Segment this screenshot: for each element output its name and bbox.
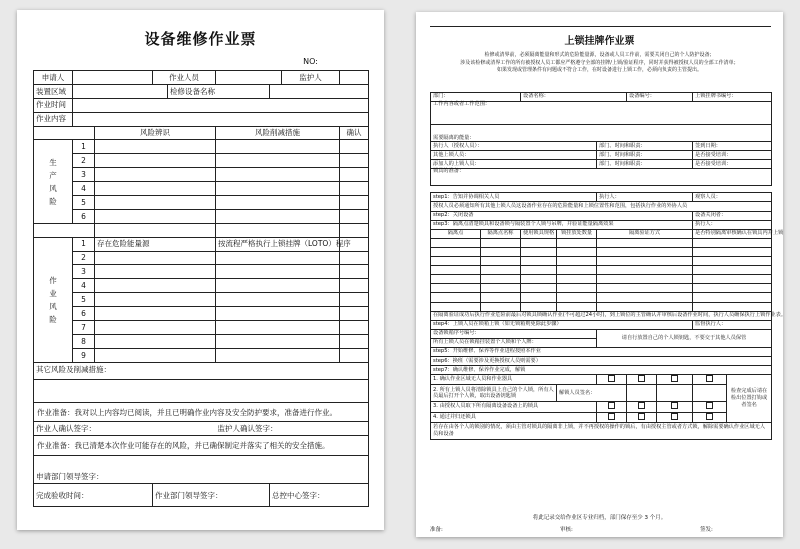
checkbox[interactable]: [657, 375, 693, 385]
checkbox[interactable]: [597, 375, 627, 385]
confirm-cell[interactable]: [340, 348, 369, 362]
checkbox[interactable]: [627, 412, 657, 422]
equipment-no-field[interactable]: 设备编号：: [627, 93, 693, 102]
row-number: 3: [73, 265, 95, 279]
loto-form: [430, 92, 787, 440]
risk-cell[interactable]: [95, 265, 216, 279]
confirm-cell[interactable]: [340, 154, 369, 168]
confirm-note: 检查完成后请在检出位置打钩或者签名: [727, 375, 772, 423]
isolation-row: [431, 293, 772, 302]
work-risk-label: 作业风险: [34, 237, 73, 362]
bottom-note: 若存在由各个人的锁别的情况，须由主管对锁具的隔离非上锁，并不再授权的操作的锁后，有由授权主管或者方式锁，解除需要确认作业区域无人员和设备: [431, 422, 772, 439]
row-number: 6: [73, 307, 95, 321]
risk-cell[interactable]: [95, 154, 216, 168]
check-4: 4. 通过并归还锁具: [431, 412, 597, 422]
confirm-cell[interactable]: [340, 307, 369, 321]
col-lock-qty: 锁挂放处数量: [557, 229, 597, 238]
row-number: 9: [73, 348, 95, 362]
checkbox[interactable]: [597, 402, 627, 412]
measure-cell[interactable]: [216, 251, 340, 265]
training-check[interactable]: 是否接受培训：: [693, 151, 772, 160]
risk-measure-header: 风险削减措施: [216, 126, 340, 140]
verify-note: 在隔离验证成功后执行作业危险前最后对锁具锁确认作业(不可超过24小时)，到上锁位的主管确认并审核后设备作业时间，执行人员确保执行上锁作业表。: [431, 311, 772, 320]
risk-cell[interactable]: [95, 321, 216, 335]
isolate-field[interactable]: 需要隔离的能量：: [431, 125, 772, 142]
step1-note: 授权人员必须通知所有其他上锁人员这设备作业存在的危险能量和上锁位置性和范围，包括执行作业的外协人员: [431, 202, 772, 211]
confirm-cell[interactable]: [340, 321, 369, 335]
isolation-row: [431, 238, 772, 247]
isolation-row: [431, 266, 772, 275]
equipment-name-field[interactable]: 设备名称：: [521, 93, 627, 102]
checkbox[interactable]: [693, 402, 727, 412]
supervisor-field[interactable]: [340, 71, 369, 85]
step1-label: step1：告知并协调相关人员: [431, 193, 597, 202]
dept-leader-signature[interactable]: 申请部门领导签字：: [34, 456, 369, 484]
maintenance-work-ticket: [17, 10, 384, 530]
executor-auth[interactable]: 执行人（授权人员）：: [431, 142, 597, 151]
check-2: 2. 所有上锁人员将清除锁具上自己的个人锁，所有人员最后打开个人锁，取出设备钥匙锁: [431, 385, 557, 402]
work-time-field[interactable]: [73, 98, 369, 112]
row-number: 5: [73, 196, 95, 210]
col-verify-method: 隔离验证方式: [597, 229, 693, 238]
measure-cell[interactable]: [216, 265, 340, 279]
work-content-field[interactable]: [73, 112, 369, 126]
archive-note: 将此记录交给作业区专业归档，部门保存至少 3 个月。: [532, 515, 667, 521]
dept-field[interactable]: 部门：: [431, 93, 521, 102]
measure-cell[interactable]: [216, 209, 340, 223]
top-rule: [430, 26, 771, 27]
isolation-row: [431, 257, 772, 266]
risk-cell[interactable]: [95, 293, 216, 307]
checkbox[interactable]: [657, 412, 693, 422]
isolation-row: [431, 284, 772, 293]
measure-cell[interactable]: 按流程严格执行上锁挂牌（LOTO）程序: [216, 237, 340, 251]
area-field[interactable]: [73, 84, 168, 98]
measure-cell[interactable]: [216, 293, 340, 307]
checkbox[interactable]: [693, 375, 727, 385]
risk-cell[interactable]: [95, 168, 216, 182]
checkbox[interactable]: [693, 412, 727, 422]
worker-label: 作业人员: [153, 71, 216, 85]
issue-date[interactable]: 签到日期：: [693, 142, 772, 151]
row-number: 2: [73, 251, 95, 265]
row-number: 1: [73, 140, 95, 154]
dept-time-duty[interactable]: 部门、时间和职责：: [597, 151, 693, 160]
applicant-label: 申请人: [34, 71, 73, 85]
work-time-label: 作业时间: [34, 98, 73, 112]
check-3: 3. 由授权人员取下所有隔离设备设备上的锁具: [431, 402, 597, 412]
step4-executor[interactable]: 监督执行人：: [693, 320, 772, 329]
row-number: 2: [73, 154, 95, 168]
row-number: 7: [73, 321, 95, 335]
measure-cell[interactable]: [216, 154, 340, 168]
step2-label: step2：关闭设备: [431, 211, 693, 220]
checkbox[interactable]: [597, 412, 627, 422]
confirm-cell[interactable]: [340, 209, 369, 223]
confirm-cell[interactable]: [340, 140, 369, 154]
issued-by[interactable]: 签发:: [700, 527, 713, 533]
checkbox[interactable]: [627, 402, 657, 412]
measure-cell[interactable]: [216, 182, 340, 196]
lockbox-note: 请自行放置自己的个人锁钥匙，不要交于其他人员保管: [597, 329, 772, 347]
confirm-cell[interactable]: [340, 293, 369, 307]
measure-cell[interactable]: [216, 196, 340, 210]
risk-cell[interactable]: 存在危险能量源: [95, 237, 216, 251]
isolation-row: [431, 302, 772, 311]
production-risk-label: 生产风险: [34, 140, 73, 223]
isolation-row: [431, 275, 772, 284]
risk-id-header: 风险辨识: [95, 126, 216, 140]
measure-cell[interactable]: [216, 168, 340, 182]
prepared-by[interactable]: 准备:: [430, 527, 443, 533]
unlock-signature[interactable]: 解锁人员签名：: [557, 385, 627, 402]
col-isolation-point: 隔离点: [431, 229, 481, 238]
confirm-cell[interactable]: [340, 251, 369, 265]
row-number: 8: [73, 334, 95, 348]
dept-time-duty[interactable]: 部门、时间和职责：: [597, 160, 693, 169]
step3-label: step3：隔离点清楚锁具和设备锁与隔装置个人锁与吊牌，并验证能量隔离效果: [431, 220, 693, 229]
step3-executor[interactable]: 执行人：: [693, 220, 772, 229]
col-point-name: 隔离点名称: [481, 229, 521, 238]
confirm-cell[interactable]: [340, 279, 369, 293]
risk-cell[interactable]: [95, 307, 216, 321]
ticket-title: 设备维修作业票: [144, 30, 257, 48]
guard-signature[interactable]: 监护人确认签字：: [216, 422, 369, 436]
check-1: 1. 确认作业区域无人员和作业器具: [431, 375, 597, 385]
measure-cell[interactable]: [216, 140, 340, 154]
row-number: 4: [73, 182, 95, 196]
ticket-number-label: NO:: [303, 57, 318, 66]
step4-label: step4：上锁人员在锁箱上锁（如无锁箱则免除此步骤）: [431, 320, 693, 329]
scope-field[interactable]: 工作内容或者工作范围：: [431, 102, 772, 125]
row-number: 5: [73, 293, 95, 307]
col-special-confirm: 是否特别隔离审核确认在锁具内并上锁: [693, 229, 772, 238]
confirm-cell[interactable]: [340, 168, 369, 182]
step5-label: step5：开始维修、保养等作业进程按照本作业: [431, 347, 772, 356]
supervisor-label: 监护人: [282, 71, 340, 85]
completion-time[interactable]: 完成验收时间：: [34, 484, 153, 507]
work-content-label: 作业内容: [34, 112, 73, 126]
risk-cell[interactable]: [95, 140, 216, 154]
other-lockers[interactable]: 其他上锁人员：: [431, 151, 597, 160]
risk-cell[interactable]: [95, 251, 216, 265]
work-prep-statement-1: 作业准备：我对以上内容均已阅读，并且已明确作业内容及安全防护要求，准备进行作业。: [34, 402, 369, 422]
measure-cell[interactable]: [216, 307, 340, 321]
dept-time-duty[interactable]: 部门、时间和职责：: [597, 142, 693, 151]
measure-cell[interactable]: [216, 321, 340, 335]
extra-lockers[interactable]: 添加人的上锁人员：: [431, 160, 597, 169]
checkbox[interactable]: [627, 375, 657, 385]
risk-cell[interactable]: [95, 334, 216, 348]
applicant-field[interactable]: [73, 71, 153, 85]
lockout-tagout-ticket: [416, 12, 787, 537]
risk-cell[interactable]: [95, 209, 216, 223]
measure-cell[interactable]: [216, 279, 340, 293]
risk-cell[interactable]: [95, 279, 216, 293]
lockbox-personal-locks[interactable]: 所有上锁人员在锁箱挂装置个人锁和个人牌：: [431, 338, 597, 347]
control-center-signature[interactable]: 总控中心签字：: [270, 484, 369, 507]
step7-label: step7：确认维修、保养作业完成，解锁: [431, 366, 772, 375]
col-lock-spec: 使用锁具规格: [521, 229, 557, 238]
equipment-label: 检修设备名称: [168, 84, 270, 98]
loto-intro: 检修或清界前，必须隔离能量和形式的危险能量源，设备或人员工作前，需要关闭自己的个人防护设备； 涉及该检修或清界工作的所有被授权人员工都应严格遵守全部的挂牌/上锁/验证程序，同时并获得被授权人员的全部工作清单； 如果发现或管理条件有问题或不符合工作，在时设备进行上锁工作，必须向负责的主管提出。: [460, 52, 739, 74]
checkbox[interactable]: [657, 402, 693, 412]
step6-label: step6：换班（需要涉及更换授权人员则需要）: [431, 357, 772, 366]
work-prep-statement-2: 作业准备：我已清楚本次作业可能存在的风险，并已确保制定并落实了相关的安全措施。: [34, 436, 369, 456]
row-number: 3: [73, 168, 95, 182]
loto-title: 上锁挂牌作业票: [564, 36, 635, 47]
measure-cell[interactable]: [216, 348, 340, 362]
confirm-cell[interactable]: [340, 265, 369, 279]
risk-cell[interactable]: [95, 196, 216, 210]
other-risks-body[interactable]: [34, 379, 369, 402]
row-number: 6: [73, 209, 95, 223]
confirm-cell[interactable]: [340, 196, 369, 210]
step1-observer[interactable]: 观察人员：: [693, 193, 772, 202]
other-risks[interactable]: 其它风险及削减措施：: [34, 362, 369, 379]
worker-field[interactable]: [216, 71, 282, 85]
training-check[interactable]: 是否接受培训：: [693, 160, 772, 169]
work-ticket-form: [33, 70, 369, 507]
worker-signature[interactable]: 作业人确认签字：: [34, 422, 216, 436]
measure-cell[interactable]: [216, 334, 340, 348]
work-dept-signature[interactable]: 作业部门领导签字：: [153, 484, 270, 507]
ticket-no-field[interactable]: 上锁挂牌书编号：: [693, 93, 772, 102]
row-number: 4: [73, 279, 95, 293]
row-number: 1: [73, 237, 95, 251]
area-label: 装置区域: [34, 84, 73, 98]
risk-cell[interactable]: [95, 182, 216, 196]
reviewed-by[interactable]: 审核:: [560, 527, 573, 533]
step1-executor[interactable]: 执行人：: [597, 193, 693, 202]
confirm-header: 确认: [340, 126, 369, 140]
risk-cell[interactable]: [95, 348, 216, 362]
lock-prep[interactable]: 锁具的准备：: [431, 169, 772, 186]
lockbox-number[interactable]: 设备锁箱序号编号：: [431, 329, 597, 338]
equipment-closer[interactable]: 设备关闭者：: [693, 211, 772, 220]
confirm-cell[interactable]: [340, 334, 369, 348]
isolation-row: [431, 247, 772, 256]
equipment-field[interactable]: [270, 84, 369, 98]
confirm-cell[interactable]: [340, 182, 369, 196]
